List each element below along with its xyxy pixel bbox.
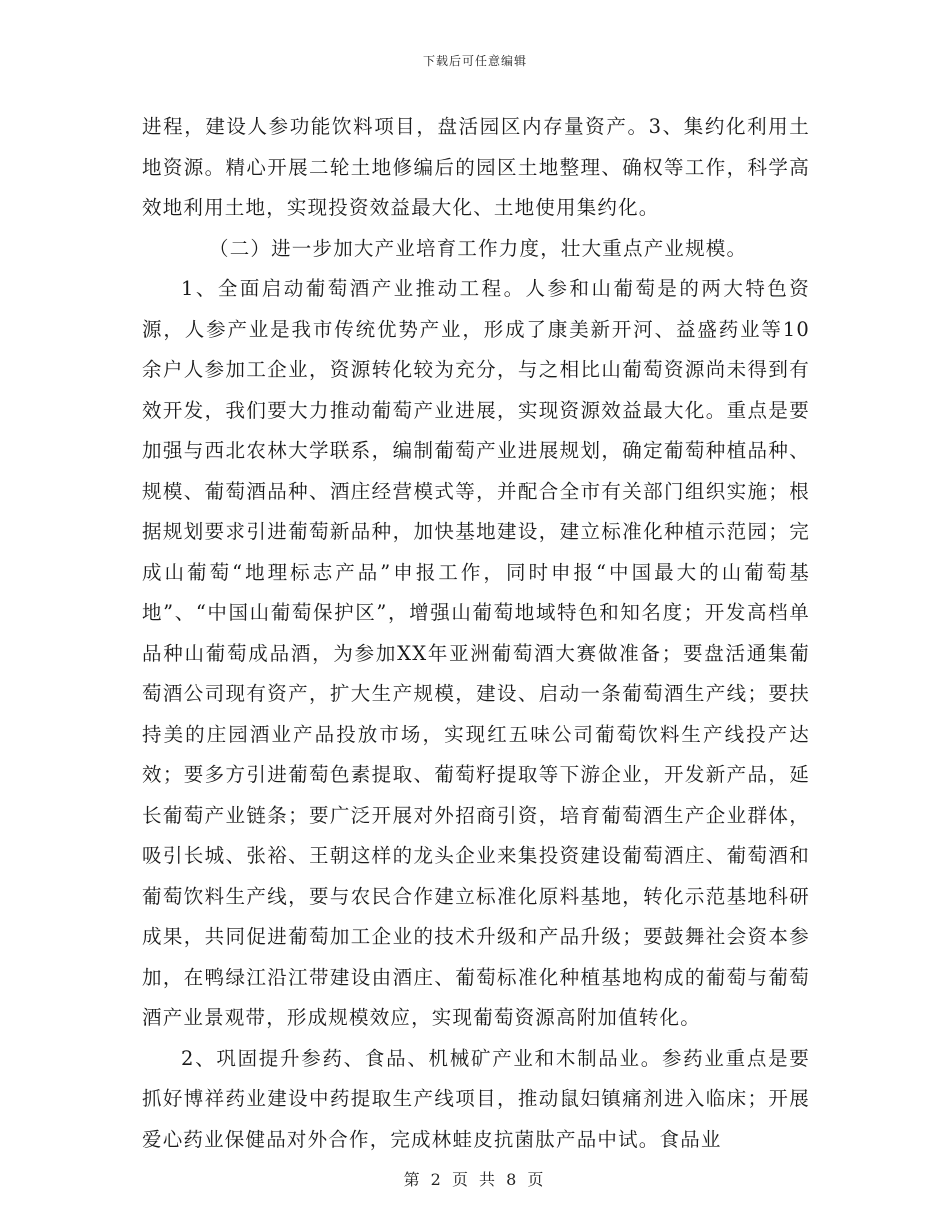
page-header: 下载后可任意编辑 (422, 54, 527, 68)
section-heading: （二）进一步加大产业培育工作力度，壮大重点产业规模。 (209, 236, 748, 260)
paragraph-wine-industry: 1、全面启动葡萄酒产业推动工程。人参和山葡萄是的两大特色资源，人参产业是我市传统优势产业，形成了康美新开河、益盛药业等10余户人参加工企业，资源转化较为充分，与之相比山葡萄资源尚未得到有效开发，我们要大力推动葡萄产业进展，实现资源效益最大化。重点是要加强与西北农林大学联系，编制葡萄产业进展规划，确定葡萄种植品种、规模、葡萄酒品种、酒庄经营模式等，并配合全市有关部门组织实施；根据规划要求引进葡萄新品种，加快基地建设，建立标准化种植示范园；完成山葡萄“地理标志产品”申报工作，同时申报“中国最大的山葡萄基地”、“中国山葡萄保护区”，增强山葡萄地域特色和知名度；开发高档单品种山葡萄成品酒，为参加XX年亚洲葡萄酒大赛做准备；要盘活通集葡萄酒公司现有资产，扩大生产规模，建设、启动一条葡萄酒生产线；要扶持美的庄园酒业产品投放市场，实现红五味公司葡萄饮料生产线投产达效；要多方引进葡萄色素提取、葡萄籽提取等下游企业，开发新产品，延长葡萄产业链条；要广泛开展对外招商引资，培育葡萄酒生产企业群体，吸引长城、张裕、王朝这样的龙头企业来集投资建设葡萄酒庄、葡萄酒和葡萄饮料生产线，要与农民合作建立标准化原料基地，转化示范基地科研成果，共同促进葡萄加工企业的技术升级和产品升级；要鼓舞社会资本参加，在鸭绿江沿江带建设由酒庄、葡萄标准化种植基地构成的葡萄与葡萄酒产业景观带，形成规模效应，实现葡萄资源高附加值转化。 (142, 277, 810, 1029)
paragraph-pharma-food: 2、巩固提升参药、食品、机械矿产业和木制品业。参药业重点是要抓好博祥药业建设中药提取生产线项目，推动鼠妇镇痛剂进入临床；开展爱心药业保健品对外合作，完成林蛙皮抗菌肽产品中试。食品业 (142, 1046, 810, 1151)
page-number: 第 2 页 共 8 页 (403, 1170, 547, 1189)
paragraph-continuation: 进程，建设人参功能饮料项目，盘活园区内存量资产。3、集约化利用土地资源。精心开展二轮土地修编后的园区土地整理、确权等工作，科学高效地利用土地，实现投资效益最大化、土地使用集约化。 (142, 115, 810, 219)
document-body (142, 107, 810, 1160)
